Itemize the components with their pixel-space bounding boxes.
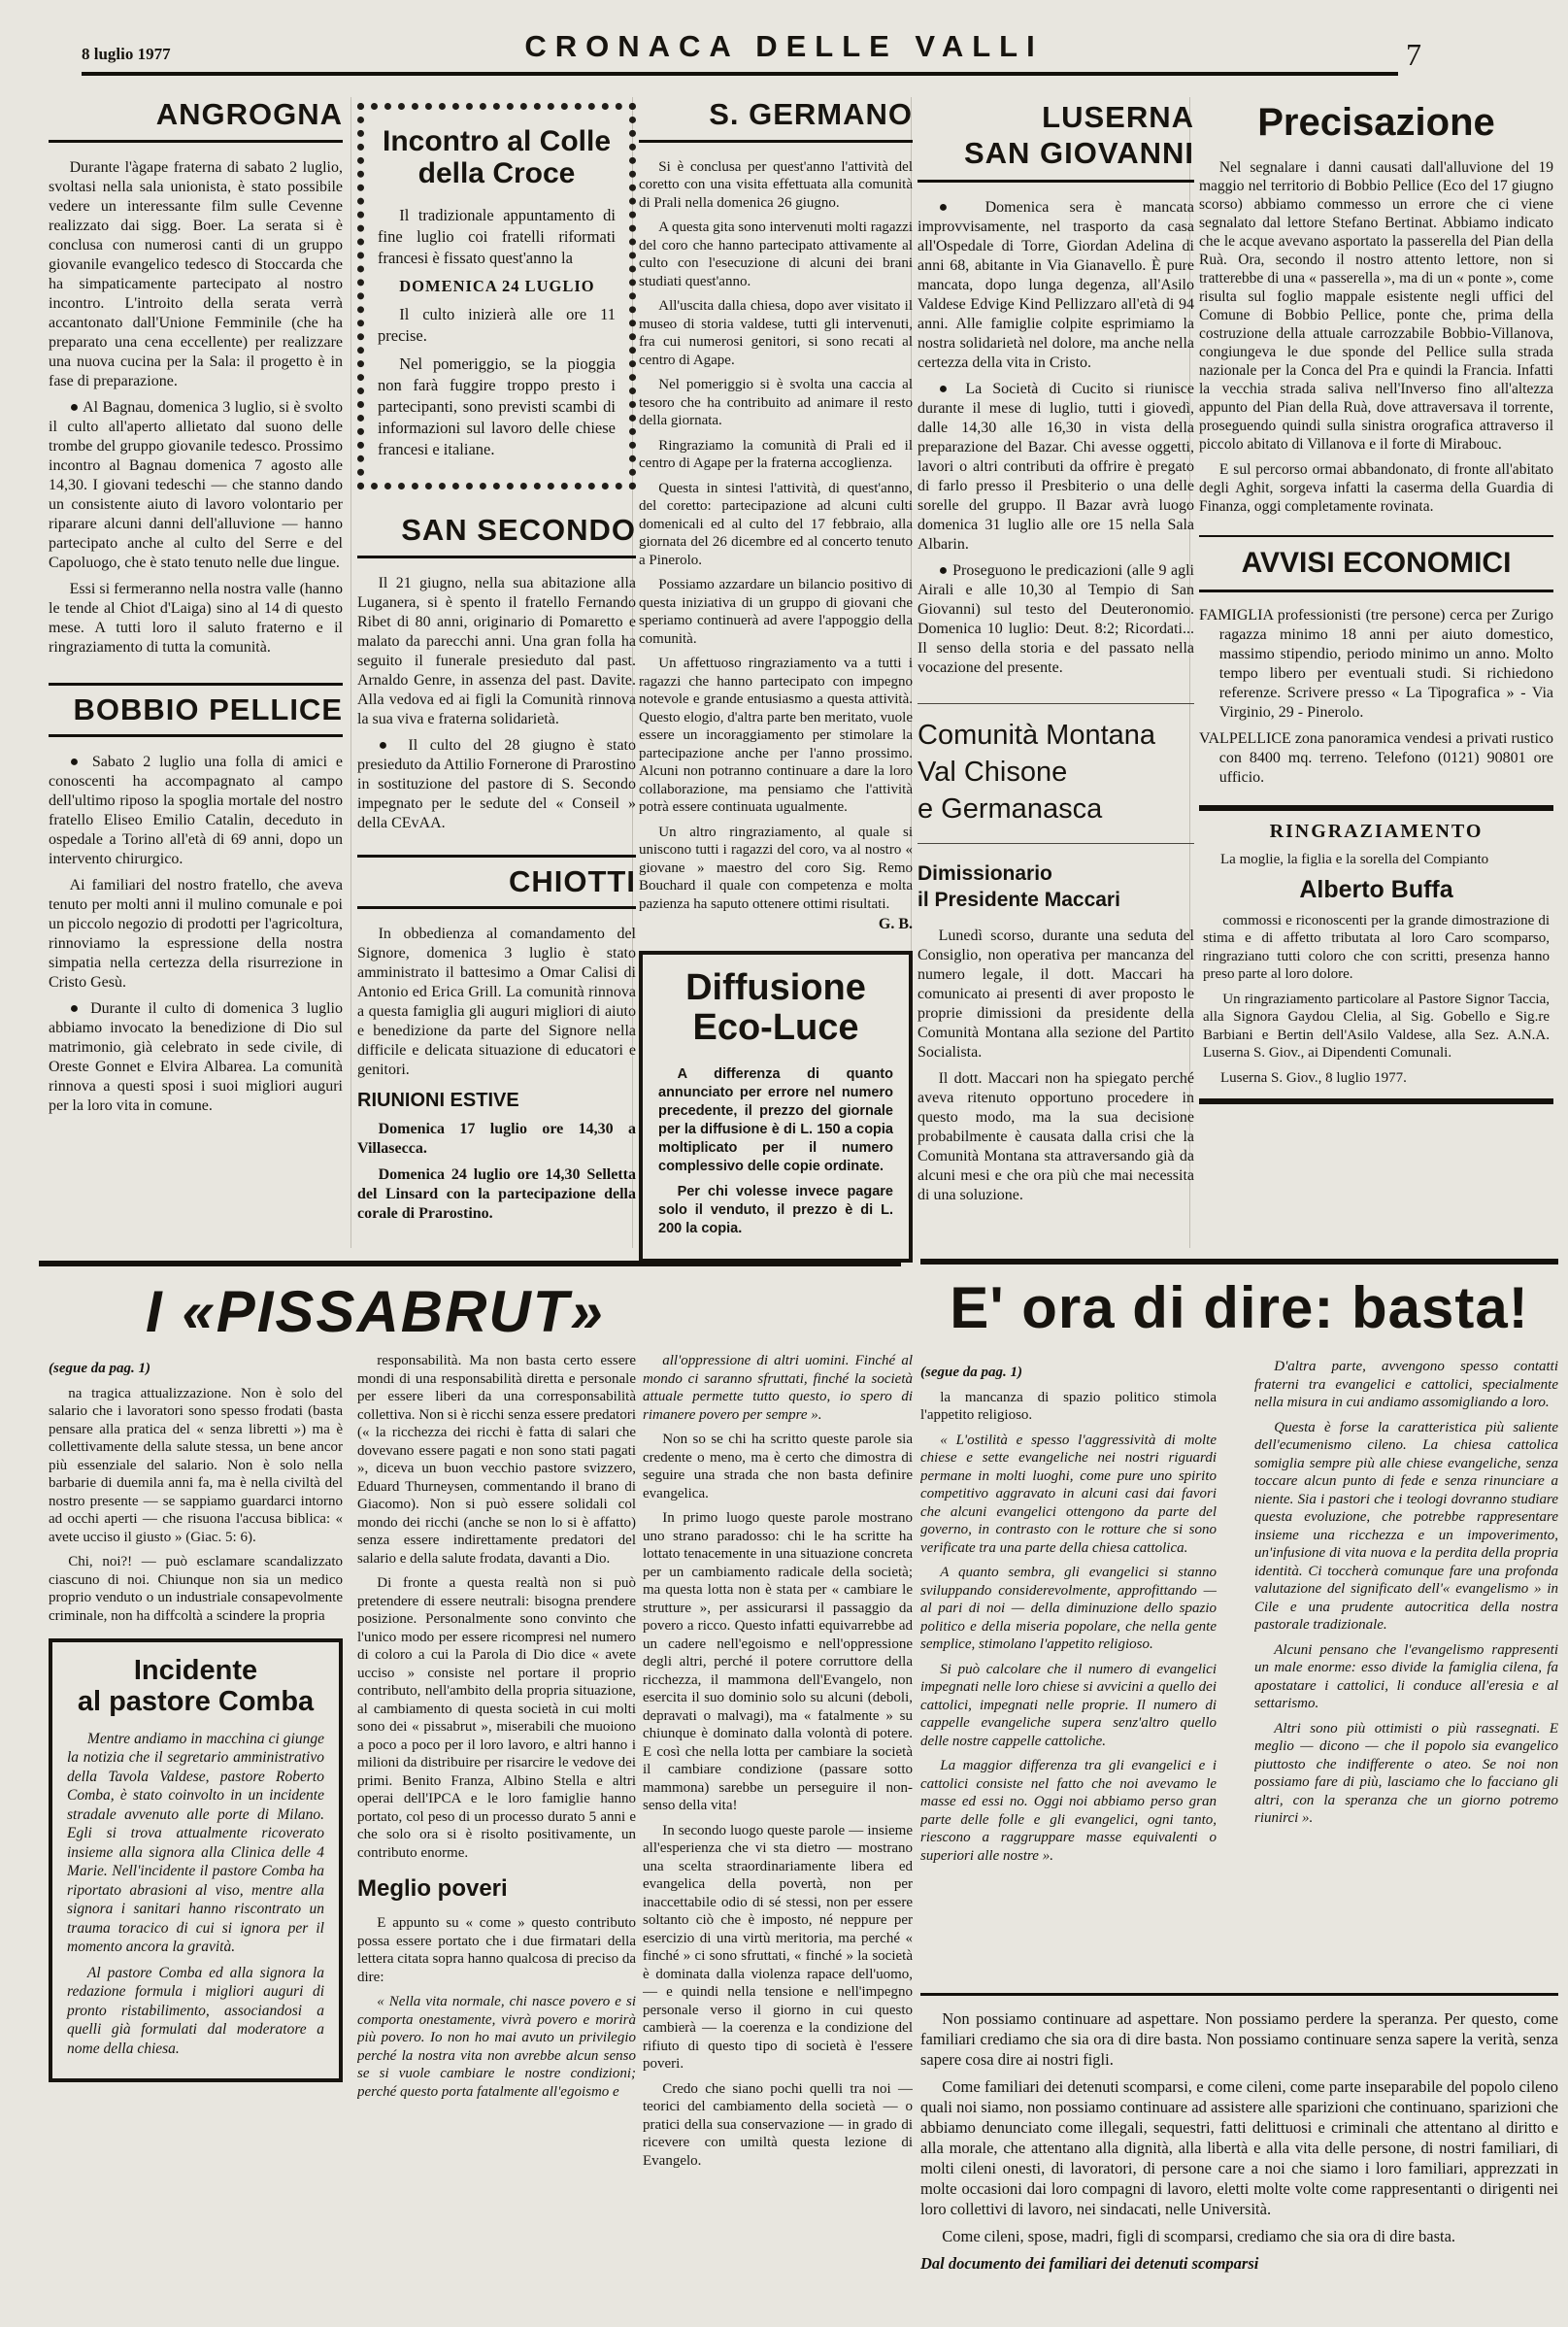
paragraph: La moglie, la figlia e la sorella del Compianto [1220,852,1489,867]
incidente-comba-box [49,1638,343,2082]
paragraph: Questa è forse la caratteristica più saliente dell'ecumenismo cileno. La chiesa cattolica somiglia sempre più alle chiese evangeliche, senza toccare alcun punto di fede e senza rinunciare a niente. Sia i pastori che i teologi dovranno studiare questa evoluzione, che potrebbe rappresentare insieme una ricchezza e un impoverimento, un'infusione di vita nuova e la perdita della propria identità. Ci toccherà comunque fare una profonda valutazione del significato dell'« evangelismo » in Cile e una prudente autocritica della nostra pastorale tradizionale. [1254,1419,1558,1633]
section-rule [39,1261,901,1266]
meglio-poveri-subhead: Meglio poveri [357,1875,508,1902]
paragraph: Si è conclusa per quest'anno l'attività del coretto con una visita effettuata alla comunità di Prali nella domenica 26 giugno. [639,158,913,211]
luserna-title: LUSERNA SAN GIOVANNI [917,99,1194,183]
chiotti-title: CHIOTTI [357,855,636,910]
paragraph: Come cileni, spose, madri, figli di scomparsi, crediamo che sia ora di dire basta. [942,2227,1456,2245]
paragraph: responsabilità. Ma non basta certo essere mondi di una responsabilità diretta e personale per essere liberi da una corresponsabilità collettiva. Non si è ricchi senza essere predatori (« la ricchezza dei ricchi è fatta di salari che dovevano essere pagati e non sono stati pagati », diceva un buon vecchio pastore svizzero, Eduard Thurneysen, commentando il brano di Giacomo). Non si può essere solidali col mondo dei ricchi (anche se non lo si è affatto) senza essere indirettamente predatori del salario e della salute frodata, davanti a Dio. [357,1353,636,1567]
pissabrut-col-2 [357,1352,636,2323]
san-secondo-title: SAN SECONDO [357,515,636,558]
paragraph: In primo luogo queste parole mostrano uno strano paradosso: chi le ha scritte ha lottato tenacemente in una situazione concreta per un cambiamento radicale della società; ma questa lotta non è stata per « cambiare le strutture », per assicurarsi il passaggio da povero a ricco. Questo infatti equivarrebbe ad un cadere nell'egoismo e nell'oppressione degli altri, perché il potere corruttore della ricchezza, il mammona dell'Evangelo, non esercita il suo dominio solo su alcuni (deboli, depravati o malvagi), ma « fatalmente » su chiunque è dominato dalla volontà di potere. E così che nella lotta per cambiare la società il cambiare condizione (passare sotto mammona) sarebbe un perseguire il non-senso della vita! [643,1510,913,1813]
pissabrut-title: I «PISSABRUT» [146,1279,605,1344]
paragraph: A differenza di quanto annunciato per errore nel numero precedente, il prezzo del giornale per la diffusione è di L. 150 a copia moltiplicato per il numero complessivo delle copie ordinate. [658,1066,893,1175]
paragraph: Un altro ringraziamento, al quale si uniscono tutti i ragazzi del coro, va al nostro « giovane » maestro del coro Sig. Remo Bouchard il quale con competenza e molta pazienza ha saputo ottenere ottimi risultati. [639,824,913,912]
paragraph: Credo che siano pochi quelli tra noi — teorici del cambiamento della società — o pratici della sua conservazione — in grado di ricevere con umiltà questa lezione di Evangelo. [643,2080,913,2169]
paragraph: Per chi volesse invece pagare solo il venduto, il prezzo è di L. 200 la copia. [658,1184,893,1237]
paragraph: Si può calcolare che il numero di evangelici impegnati nelle loro chiese si avvicini a quello dei cattolici, impegnati nelle proprie. Il numero di cappelle evangeliche supera senz'altro quello delle nostre cappelle cattoliche. [920,1661,1217,1749]
paragraph: Domenica 24 luglio ore 14,30 Selletta del Linsard con la partecipazione della corale di Prarostino. [357,1166,636,1223]
deceased-name: Alberto Buffa [1299,875,1453,903]
comunita-montana-title: Comunità Montana Val Chisone e Germanasca [917,703,1194,844]
paragraph: ● Durante il culto di domenica 3 luglio abbiamo invocato la benedizione di Dio sul matrimonio, già celebrato in sede civile, di Oreste Gonnet e Elvira Albarea. La comunità rinnova a questi sposi i suoi migliori auguri per la loro vita in comune. [49,1000,343,1115]
paragraph: ● La Società di Cucito si riunisce durante il mese di luglio, tutti i giovedì, dalle 14,30 alle 16,30 in vista della preparazione del Bazar. Chi avesse oggetti, lavori o altri contributi da offrire è pregato di farlo presso il Presbiterio o una delle sorelle del gruppo. Il Bazar avrà luogo domenica 31 luglio alle ore 15 nella Sala Albarin. [917,381,1194,554]
basta-col-2 [1254,1358,1558,1985]
paragraph: Al pastore Comba ed alla signora la redazione formula i migliori auguri di pronto ristabilimento, associandosi a quelli già formulati dal moderatore a nome della chiesa. [67,1964,324,2057]
paragraph: Alcuni pensano che l'evangelismo rappresenti un male enorme: esso divide la famiglia cilena, fa apostatare i cattolici, li conduce all'eresia e al settarismo. [1254,1641,1558,1711]
page-number: 7 [1406,37,1421,72]
paragraph: D'altra parte, avvengono spesso contatti fraterni tra evangelici e cattolici, specialmente nella misura in cui andiamo assomigliando a loro. [1254,1359,1558,1410]
paragraph: Possiamo azzardare un bilancio positivo di questa iniziativa di un gruppo di giovani che speriamo continuerà ad avere l'appoggio della comunità. [639,577,913,647]
paragraph: All'uscita dalla chiesa, dopo aver visitato il museo di storia valdese, tutti gli intervenuti, fra cui numerosi genitori, si sono recati al centro di Agape. [639,298,913,368]
paragraph: Un ringraziamento particolare al Pastore Signor Taccia, alla Signora Gaydou Clelia, al Sig. Gobello e Sig.re Barbiani e Bertin dell'Asilo Valdese, alla Sez. A.N.A. Luserna S. Giov., ai Dipendenti Comunali. [1203,991,1550,1061]
paragraph: Un affettuoso ringraziamento va a tutti i ragazzi che hanno partecipato con impegno notevole e grande entusiasmo a questa attività. Questo elogio, d'altra parte ben meritato, vuole essere un incoraggiamento per stimolare la partecipazione anche per l'anno prossimo. Alcuni non potranno continuare a dare la loro collaborazione, ma pensiamo che l'attività potrà essere continuata ugualmente. [639,656,913,816]
paragraph: Non possiamo continuare ad aspettare. Non possiamo perdere la speranza. Per questo, come familiari crediamo che sia ora di dire basta. Non possiamo continuare senza sapere la verità, senza sapere cosa dire ai nostri figli. [920,2009,1558,2069]
paragraph: E sul percorso ormai abbandonato, di fronte all'abitato degli Aghit, sorgeva infatti la caserma della Guardia di Finanza, oggi completamente rovinata. [1199,461,1553,515]
riunioni-estive-title: RIUNIONI ESTIVE [357,1090,519,1112]
paragraph: Domenica 17 luglio ore 14,30 a Villasecca. [357,1121,636,1158]
paragraph: Come familiari dei detenuti scomparsi, e come cileni, come parte inseparabile del popolo cileno quali noi siamo, non possiamo continuare ad assistere alle sparizioni che continuano, sparizioni che abbiamo denunciato come illegali, sequestri, fatti delittuosi e criminali che attentano al diritto e alla morale, che attentano alla dignità, alla libertà e alla vita delle persone, di nostri familiari, di molti cileni onesti, di lavoratori, di persone care a noi che siamo i loro familiari, apprezzati in molte occasioni dai loro compagni di lavoro, eletti molte volte come rappresentanti o dirigenti nei loro collettivi di lavoro, nei sindacati, nelle Università. [920,2077,1558,2218]
classified-ad: VALPELLICE zona panoramica vendesi a privati rustico con 8400 mq. terreno. Telefono (0121) 90801 ore ufficio. [1199,730,1553,786]
paragraph: In secondo luogo queste parole — insieme all'esperienza che vi sta dietro — mostrano una scelta straordinariamente libera ed evangelica della povertà, non per inaccettabile odio di sé stessi, non per essere soltanto ciò che è imposto, né neppure per esercizio di una virtù meritoria, ma perché « finché » ci sono sfruttati, « finché » la società è dominata dalla violenza rapace dell'uomo, — e quindi nella tensione e nell'impegno personale verso il giorno in cui questo cambierà — la coerenza e la condizione del rifiuto di questo tipo di società è l'essere poveri. [643,1822,913,2072]
basta-finale [920,2008,1558,2280]
bobbio-title: BOBBIO PELLICE [49,683,343,738]
comunita-subtitle: Dimissionario il Presidente Maccari [917,862,1120,911]
paragraph: Il tradizionale appuntamento di fine luglio coi fratelli riformati francesi è fissato quest'anno la [378,206,616,267]
continued-from: (segue da pag. 1) [920,1365,1022,1380]
paragraph: na tragica attualizzazione. Non è solo del salario che i lavoratori sono spesso frodati (basta pensare alla pratica del « senza libretti ») ma è collettivamente della salute stessa, un bene ancor più essenziale del salario. Non è solo nella barbarie di duemila anni fa, ma è nella civiltà del nostro presente — se sappiamo guardarci intorno ad occhi aperti — che risuona l'accusa biblica: « avete ucciso il giusto » (Giac. 5: 6). [49,1385,343,1545]
paragraph: Lunedì scorso, durante una seduta del Consiglio, non operativa per mancanza del numero legale, il dott. Maccari ha comunicato ai presenti di aver proposto le proprie dimissioni da presidente della Comunità Montana alla sezione del Partito Socialista. [917,927,1194,1061]
paragraph: Nel pomeriggio si è svolta una caccia al tesoro che ha contribuito ad animare il resto della giornata. [639,377,913,429]
precisazione-title: Precisazione [1257,101,1495,144]
paragraph: Nel pomeriggio, se la pioggia non farà fuggire troppo presto i partecipanti, sono previsti scambi di informazioni sul lavoro delle chiese francesi e italiane. [378,354,616,458]
paragraph: Chi, noi?! — può esclamare scandalizzato ciascuno di noi. Chiunque non sia un medico proprio venduto o un industriale consapevolmente criminale, non ha diffcoltà a scindere la propria [49,1554,343,1624]
paragraph: « Nella vita normale, chi nasce povero e si comporta onestamente, vivrà povero e morirà più povero. Io non ho mai avuto un privilegio perché la nostra vita non avrebbe alcun senso se si vuole cambiare le nostre condizioni; perché questo porta fatalmente all'egoismo e [357,1994,636,2100]
basta-title: E' ora di dire: basta! [950,1275,1529,1340]
s-germano-title: S. GERMANO [639,99,913,143]
avvisi-economici-title: AVVISI ECONOMICI [1199,535,1553,592]
column-divider [350,97,351,1248]
paragraph: Mentre andiamo in macchina ci giunge la notizia che il segretario amministrativo della Tavola Valdese, pastore Roberto Comba, è stato coinvolto in un incidente stradale avvenuto alle porte di Milano. Egli si trova attualmente ricoverato insieme alla signora alla Clinica delle 4 Marie. Nell'incidente il pastore Comba ha riportato abrasioni al viso, mentre alla signora i sanitari hanno riscontrato un trauma toracico di cui si ignora per il momento ancora la gravità. [67,1730,324,1956]
paragraph: Non so se chi ha scritto queste parole sia credente o meno, ma è certo che dimostra di seguire una strada che non basta definire evangelica. [643,1432,913,1501]
diffusione-box [639,951,913,1263]
masthead: CRONACA DELLE VALLI [524,29,1044,63]
colle-croce-title: Incontro al Colle della Croce [382,125,612,189]
dateline: Luserna S. Giov., 8 luglio 1977. [1220,1069,1407,1086]
masthead-rule [82,72,1398,76]
article-s-germano [639,99,913,1263]
paragraph: Il culto inizierà alle ore 11 precise. [378,305,616,345]
paragraph: commossi e riconoscenti per la grande dimostrazione di stima e di affetto tributata al loro Caro scomparso, ringraziano tutti coloro che con scritti, presenza hanno preso parte al loro dolore. [1203,912,1550,982]
issue-date: 8 luglio 1977 [82,45,171,63]
column-5 [1199,101,1553,1104]
paragraph: « L'ostilità e spesso l'aggressività di molte chiese e sette evangeliche nei nostri riguardi permane in molti luoghi, come pure uno spirito competitivo aggravato in alcuni casi dai favori che alcuni evangelici ottengono da parte del governo, in contrasto con le rotture che si sono verificate tra una parte della chiesa cattolica. [920,1432,1217,1556]
paragraph: ● Proseguono le predicazioni (alle 9 agli Airali e alle 10,30 al Tempio di San Giovanni) sul testo del Deuteronomio. Domenica 10 luglio: Deut. 8:2; Ricordati... Il senso della storia e del passato nella vocazione del presente. [917,562,1194,677]
paragraph: Nel segnalare i danni causati dall'alluvione del 19 maggio nel territorio di Bobbio Pellice (Eco del 17 giugno scorso) abbiamo commesso un errore che ci viene segnalato dal lettore Stefano Bertinat. Abbiamo indicato che le acque avevano asportato la passerella del Pian della Ruà. Ora, secondo il nostro attento lettore, non si tratterebbe di una « passerella », ma di un « ponte », come risulta sul foglio mappale esistente negli uffici del Comune di Bobbio Pellice, ponte che, prima della costruzione della attuale carrozzabile Bobbio-Villanova, congiungeva le due sponde del Pellice sulla strada nazionale per la Conca del Pra e quindi la Francia. Infatti la vecchia strada saliva nell'Inverso fino all'altezza appunto del Pian della Ruà, dove attraversava il torrente, proseguendo quindi sulla sinistra orografica attraverso il piccolo abitato di Villanova e il forte di Mirabouc. [1199,159,1553,453]
diffusione-title: Diffusione Eco-Luce [685,967,866,1049]
divider-rule [920,1993,1558,1996]
paragraph: Altri sono più ottimisti o più rassegnati. E meglio — dicono — che il popolo sia evangelico piuttosto che indifferente o ateo. Se noi non possiamo fare di più, lasciamo che lo facciano gli altri, con la speranza che un giorno potremo riunirci ». [1254,1720,1558,1826]
column-2 [357,103,636,1231]
paragraph: Questa in sintesi l'attività, di quest'anno, del coretto: partecipazione ad alcuni culti domenicali ed al culto del 17 febbraio, alla giornata del 26 dicembre ed al concerto tenuto a Pinerolo. [639,480,913,568]
paragraph: A quanto sembra, gli evangelici si stanno sviluppando considerevolmente, approfittando — al pari di noi — della diminuzione dello spazio politico e della miseria popolare, che nella gente semplice, stimolano l'appetito religioso. [920,1565,1217,1652]
ringraziamento-title: RINGRAZIAMENTO [1269,821,1484,842]
incidente-comba-title: Incidente al pastore Comba [77,1655,315,1717]
paragraph: Il 21 giugno, nella sua abitazione alla Luganera, si è spento il fratello Fernando Ribet di 80 anni, originario di Pomaretto e malato da parecchi anni. Una gran folla ha seguito il funerale presieduto dal past. Arnaldo Genre, in assenza del past. Davite. Alla vedova ed ai figli la Comunità rinnova la sua viva e fraterna solidarietà. [357,574,636,727]
paragraph: ● Sabato 2 luglio una folla di amici e conoscenti ha accompagnato al campo dell'ultimo riposo la spoglia mortale del nostro fratello Eliseo Emilio Catalin, deceduto in ospedale a Torino all'età di 69 anni, dopo un intervento chirurgico. [49,754,343,868]
paragraph: all'oppressione di altri uomini. Finché al mondo ci saranno sfruttati, finché la società attuale permette tutto questo, io spero di rimanere povero per sempre ». [643,1353,913,1423]
basta-col-1 [920,1364,1217,1985]
paragraph: Ringraziamo la comunità di Prali ed il centro di Agape per la fraterna accoglienza. [639,437,913,472]
paragraph: ● Domenica sera è mancata improvvisamente, nel trasporto da casa all'Ospedale di Torre, Giordan Adelina di anni 68, abitante in Via Gianavello. È pure mancata, dopo lunga degenza, all'Asilo Valdese Edvige Kind Pellizzaro all'età di 94 anni. Alle famiglie colpite esprimiamo la nostra solidarietà nel dolore, ma anche nella certezza della vita in Cristo. [917,199,1194,372]
paragraph: ● Al Bagnau, domenica 3 luglio, si è svolto il culto all'aperto allietato dal suono delle trombe del gruppo giovanile tedesco. Prossimo incontro al Bagnau domenica 7 agosto alle 14,30. I giovani tedeschi — che stanno dando un consistente aiuto di lavoro volontario per riparare alcuni danni dell'alluvione — hanno partecipato anche al culto del Serre e del Capoluogo, che è stato tenuto nelle due lingue. [49,398,343,571]
paragraph: Durante l'àgape fraterna di sabato 2 luglio, svoltasi nella sala unionista, è stato possibile vedere un interessante film sulle Cevenne realizzato dai sigg. Boer. La serata si è conclusa con numerosi canti di un gruppo giovanile evangelico tedesco di Stoccarda che ha simpaticamente partecipato al nostro incontro. L'introito della serata verrà accantonato dall'Unione Femminile (che ha preparato una cena eccellente) per realizzare una nuova cucina per la Sala: il progetto è in fase di preparazione. [49,158,343,389]
article-angrogna [49,99,343,1123]
paragraph: In obbedienza al comandamento del Signore, domenica 3 luglio è stato amministrato il battesimo a Omar Calisi di Antonio ed Erica Grill. La comunità rinnova a questa famiglia gli auguri migliori di aiuto e benedizione da parte del Signore nella difficile e delicata situazione di educatori e genitori. [357,926,636,1079]
author-initials: G. B. [878,916,913,933]
section-rule [920,1259,1558,1265]
paragraph: la mancanza di spazio politico stimola l'appetito religioso. [920,1389,1217,1423]
paragraph: E appunto su « come » questo contributo possa essere portato che i due firmatari della lettera citata sopra hanno qualcosa di preciso da dire: [357,1915,636,1985]
pissabrut-col-3 [643,1352,913,2323]
paragraph: ● Il culto del 28 giugno è stato presieduto da Attilio Fornerone di Prarostino in sostituzione del pastore di S. Secondo impegnato per le sedute del « Conseil » della CEvAA. [357,736,636,831]
attribution: Dal documento dei familiari dei detenuti scomparsi [920,2254,1259,2273]
paragraph: A questa gita sono intervenuti molti ragazzi del coro che hanno partecipato attivamente al culto con l'esecuzione di alcuni dei brani studiati quest'anno. [639,219,913,289]
column-4 [917,99,1194,1212]
angrogna-title: ANGROGNA [49,99,343,143]
highlight-date: DOMENICA 24 LUGLIO [399,277,595,295]
colle-croce-box [357,103,636,489]
classified-ad: FAMIGLIA professionisti (tre persone) cerca per Zurigo ragazza minimo 18 anni per aiuto domestico, massimo stipendio, periodo minimo un anno. Molto tempo libero per eventuali studi. Si richiedono referenze. Scrivere presso « La Tipografica » - Via Virginio, 29 - Pinerolo. [1199,607,1553,721]
paragraph: Di fronte a questa realtà non si può pretendere di essere neutrali: bisogna prendere posizione. Personalmente sono convinto che l'unico modo per essere ricompresi nel numero di coloro a cui la Parola di Dio dice « avete ucciso » consiste nel portare il proprio contributo, nell'ambito della propria situazione, al cambiamento di questa società in cui molti sono dei « pissabrut », miserabili che muoiono a poco a poco per il loro lavoro, e altri hanno i milioni da distribuire per risarcire le vedove dei primi. Benito Franza, Albino Stella e altri operai dell'IPCA e le loro famiglie hanno portato, col peso di un processo durato 5 anni e che solo ora si è risolto positivamente, un contributo enorme. [357,1575,636,1861]
paragraph: La maggior differenza tra gli evangelici e i cattolici consiste nel fatto che noi avevamo le masse ed essi no. Oggi noi abbiamo perso gran parte delle folle e gli evangelici, ogni tanto, riescono a raggruppare masse equivalenti o superiori alle nostre ». [920,1758,1217,1864]
paragraph: Il dott. Maccari non ha spiegato perché aveva ritenuto opportuno procedere in questo modo, ma la sua decisione probabilmente è causata dalla crisi che la Comunità Montana sta attraversando già da alcuni mesi e che ora più che mai necessita di una soluzione. [917,1069,1194,1203]
paragraph: Essi si fermeranno nella nostra valle (hanno le tende al Chiot d'Laiga) sino al 14 di questo mese. A tutti loro il saluto fraterno e il ringraziamento di tutta la comunità. [49,580,343,656]
paragraph: Ai familiari del nostro fratello, che aveva tenuto per molti anni il mulino comunale e poi un piccolo negozio di prodotti per l'agricoltura, rinnoviamo la espressione della nostra simpatia nella certezza della risurrezione in Cristo Gesù. [49,877,343,992]
continued-from: (segue da pag. 1) [49,1361,150,1376]
ringraziamento-box [1199,805,1553,1104]
pissabrut-col-1 [49,1360,343,2082]
